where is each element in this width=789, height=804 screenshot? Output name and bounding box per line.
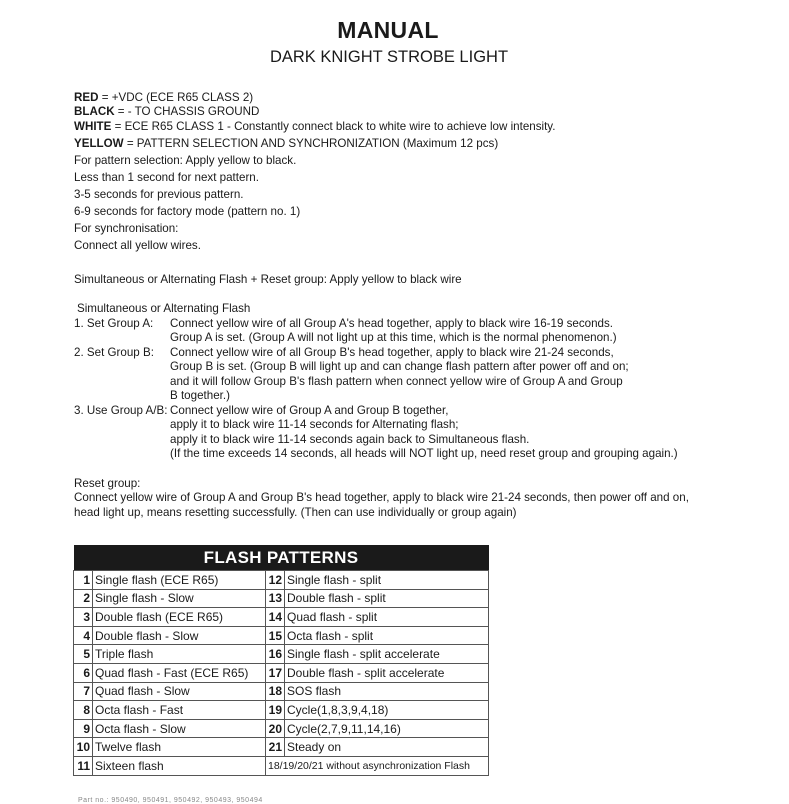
table-row	[74, 738, 489, 757]
table-row	[74, 682, 489, 701]
wire-desc: = ECE R65 CLASS 1 - Constantly connect black to white wire to achieve low intensity.	[111, 120, 556, 133]
pattern-number: 18	[266, 682, 285, 701]
table-row	[74, 571, 489, 590]
wire-desc: = +VDC (ECE R65 CLASS 2)	[98, 91, 254, 104]
pattern-name: Single flash - split	[285, 571, 489, 590]
table-footnote: 18/19/20/21 without asynchronization Flash	[266, 756, 489, 775]
pattern-name: Steady on	[285, 738, 489, 757]
table-row	[74, 589, 489, 608]
pattern-number: 19	[266, 701, 285, 720]
pattern-name: Single flash (ECE R65)	[93, 571, 266, 590]
pattern-name: Octa flash - split	[285, 626, 489, 645]
pattern-number: 4	[74, 626, 93, 645]
wire-black	[74, 105, 259, 119]
table-row	[74, 756, 489, 775]
wire-color: BLACK	[74, 105, 115, 118]
pattern-name: Double flash - Slow	[93, 626, 266, 645]
step-line: apply it to black wire 11-14 seconds for Alternating flash;	[170, 418, 459, 431]
pattern-name: Double flash (ECE R65)	[93, 608, 266, 627]
wire-white	[74, 120, 555, 134]
wire-color: YELLOW	[74, 137, 124, 150]
pattern-name: Cycle(2,7,9,11,14,16)	[285, 719, 489, 738]
wire-desc: = - TO CHASSIS GROUND	[114, 105, 260, 118]
step-line: and it will follow Group B's flash pattern when connect yellow wire of Group A and Group	[170, 375, 623, 388]
table-row	[74, 719, 489, 738]
pattern-name: Cycle(1,8,3,9,4,18)	[285, 701, 489, 720]
pattern-number: 1	[74, 571, 93, 590]
step-label: 1. Set Group A:	[74, 317, 154, 330]
table-row	[74, 608, 489, 627]
pattern-name: Quad flash - Fast (ECE R65)	[93, 663, 266, 682]
table-row	[74, 663, 489, 682]
step-line: (If the time exceeds 14 seconds, all heads will NOT light up, need reset group and grouping again.)	[170, 447, 678, 460]
pattern-number: 7	[74, 682, 93, 701]
pattern-name: Double flash - split accelerate	[285, 663, 489, 682]
table-row	[74, 626, 489, 645]
pattern-name: Sixteen flash	[93, 756, 266, 775]
pattern-number: 9	[74, 719, 93, 738]
step-line: B together.)	[170, 389, 230, 402]
pattern-name: Octa flash - Fast	[93, 701, 266, 720]
pattern-number: 15	[266, 626, 285, 645]
wire-yellow	[74, 137, 498, 151]
instruction-line: 6-9 seconds for factory mode (pattern no. 1)	[74, 205, 301, 218]
pattern-name: Double flash - split	[285, 589, 489, 608]
table-row	[74, 701, 489, 720]
reset-line: head light up, means resetting successfully. (Then can use individually or group again)	[74, 506, 517, 519]
step-label: 2. Set Group B:	[74, 346, 154, 359]
instruction-line: Less than 1 second for next pattern.	[74, 171, 259, 184]
pattern-number: 12	[266, 571, 285, 590]
wire-desc: = PATTERN SELECTION AND SYNCHRONIZATION (Maximum 12 pcs)	[123, 137, 499, 150]
step-line: Group B is set. (Group B will light up and can change flash pattern after power off and on;	[170, 360, 629, 373]
pattern-number: 17	[266, 663, 285, 682]
table-row	[74, 645, 489, 664]
pattern-number: 21	[266, 738, 285, 757]
pattern-number: 8	[74, 701, 93, 720]
pattern-name: Octa flash - Slow	[93, 719, 266, 738]
pattern-number: 11	[74, 756, 93, 775]
pattern-number: 14	[266, 608, 285, 627]
pattern-name: Quad flash - Slow	[93, 682, 266, 701]
pattern-name: Twelve flash	[93, 738, 266, 757]
part-number-footer: Part no.: 950490, 950491, 950492, 950493, 950494	[78, 797, 263, 804]
instruction-line: Connect all yellow wires.	[74, 239, 201, 252]
flash-patterns-table	[73, 545, 489, 776]
sim-alt-heading: Simultaneous or Alternating Flash + Reset group: Apply yellow to black wire	[74, 273, 462, 286]
pattern-name: Single flash - Slow	[93, 589, 266, 608]
pattern-name: Single flash - split accelerate	[285, 645, 489, 664]
pattern-number: 20	[266, 719, 285, 738]
reset-heading: Reset group:	[74, 477, 141, 490]
sim-alt-subheading: Simultaneous or Alternating Flash	[77, 302, 251, 315]
pattern-name: SOS flash	[285, 682, 489, 701]
step-label: 3. Use Group A/B:	[74, 404, 168, 417]
instruction-line: For synchronisation:	[74, 222, 179, 235]
instruction-line: For pattern selection: Apply yellow to black.	[74, 154, 297, 167]
wire-color: RED	[74, 91, 99, 104]
pattern-number: 6	[74, 663, 93, 682]
pattern-number: 13	[266, 589, 285, 608]
wire-color: WHITE	[74, 120, 112, 133]
page-title: MANUAL	[337, 17, 439, 43]
reset-line: Connect yellow wire of Group A and Group B's head together, apply to black wire 21-24 seconds, then power off and on,	[74, 491, 689, 504]
step-line: apply it to black wire 11-14 seconds again back to Simultaneous flash.	[170, 433, 530, 446]
step-line: Group A is set. (Group A will not light up at this time, which is the normal phenomenon.)	[170, 331, 617, 344]
pattern-name: Triple flash	[93, 645, 266, 664]
pattern-number: 3	[74, 608, 93, 627]
instruction-line: 3-5 seconds for previous pattern.	[74, 188, 244, 201]
pattern-number: 16	[266, 645, 285, 664]
step-line: Connect yellow wire of all Group A's head together, apply to black wire 16-19 seconds.	[170, 317, 614, 330]
wire-red	[74, 91, 253, 105]
step-line: Connect yellow wire of all Group B's head together, apply to black wire 21-24 seconds,	[170, 346, 614, 359]
table-title: FLASH PATTERNS	[74, 545, 489, 571]
page-subtitle: DARK KNIGHT STROBE LIGHT	[269, 48, 509, 66]
step-line: Connect yellow wire of Group A and Group B together,	[170, 404, 449, 417]
pattern-name: Quad flash - split	[285, 608, 489, 627]
pattern-number: 5	[74, 645, 93, 664]
pattern-number: 2	[74, 589, 93, 608]
pattern-number: 10	[74, 738, 93, 757]
